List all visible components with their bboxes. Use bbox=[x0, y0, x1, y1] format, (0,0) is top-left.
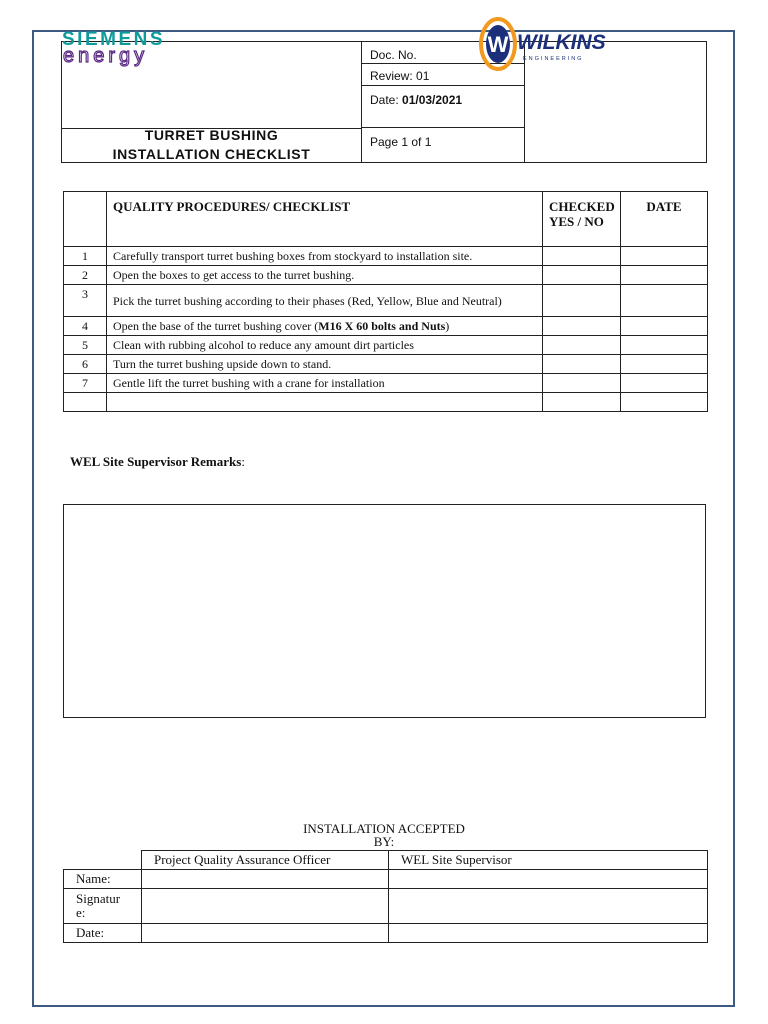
date-label: Date: bbox=[64, 924, 142, 943]
date-cell[interactable] bbox=[621, 285, 708, 317]
document-title bbox=[62, 129, 361, 164]
row-text: Carefully transport turret bushing boxes from stockyard to installation site. bbox=[107, 247, 543, 266]
acceptance-header-row bbox=[64, 851, 708, 870]
col-pqao: Project Quality Assurance Officer bbox=[142, 851, 389, 870]
checked-cell[interactable] bbox=[543, 317, 621, 336]
date-cell[interactable] bbox=[621, 266, 708, 285]
supervisor-date-field[interactable] bbox=[389, 924, 708, 943]
table-row bbox=[64, 355, 708, 374]
review: Review: 01 bbox=[362, 64, 524, 86]
date-cell[interactable] bbox=[621, 393, 708, 412]
acceptance-table bbox=[63, 850, 708, 943]
page-number: Page 1 of 1 bbox=[370, 135, 432, 149]
remarks-box[interactable] bbox=[63, 504, 706, 718]
siemens-energy-logo bbox=[62, 28, 237, 68]
siemens-logo-line1: SIEMENS bbox=[62, 29, 166, 50]
date-cell[interactable] bbox=[621, 247, 708, 266]
remarks-label: WEL Site Supervisor Remarks: bbox=[70, 454, 245, 469]
checked-cell[interactable] bbox=[543, 393, 621, 412]
date-cell[interactable] bbox=[621, 317, 708, 336]
table-row bbox=[64, 285, 708, 317]
signature-row bbox=[64, 889, 708, 924]
acceptance-heading: INSTALLATION ACCEPTED BY: bbox=[303, 821, 465, 849]
table-row bbox=[64, 266, 708, 285]
row-text: Gentle lift the turret bushing with a crane for installation bbox=[107, 374, 543, 393]
checked-cell[interactable] bbox=[543, 374, 621, 393]
row-text: Turn the turret bushing upside down to stand. bbox=[107, 355, 543, 374]
doc-date: Date: 01/03/2021 bbox=[362, 86, 524, 128]
title-line-1: TURRET BUSHING bbox=[144, 127, 279, 143]
row-number: 5 bbox=[64, 336, 107, 355]
table-row bbox=[64, 374, 708, 393]
row-number: 1 bbox=[64, 247, 107, 266]
checked-cell[interactable] bbox=[543, 336, 621, 355]
header-date: DATE bbox=[621, 192, 708, 247]
col-wel-supervisor: WEL Site Supervisor bbox=[389, 851, 708, 870]
pqao-name-field[interactable] bbox=[142, 870, 389, 889]
date-cell[interactable] bbox=[621, 374, 708, 393]
signature-label: Signatur e: bbox=[64, 889, 142, 924]
row-number: 4 bbox=[64, 317, 107, 336]
table-row bbox=[64, 247, 708, 266]
row-number: 7 bbox=[64, 374, 107, 393]
date-cell[interactable] bbox=[621, 336, 708, 355]
table-row bbox=[64, 317, 708, 336]
checked-cell[interactable] bbox=[543, 285, 621, 317]
row-number: 2 bbox=[64, 266, 107, 285]
wilkins-logo-tagline: ENGINEERING bbox=[523, 56, 584, 62]
date-cell[interactable] bbox=[621, 355, 708, 374]
header-num-cell bbox=[64, 192, 107, 247]
supervisor-signature-field[interactable] bbox=[389, 889, 708, 924]
row-text: Pick the turret bushing according to their phases (Red, Yellow, Blue and Neutral) bbox=[107, 285, 543, 317]
row-number: 6 bbox=[64, 355, 107, 374]
row-text: Clean with rubbing alcohol to reduce any amount dirt particles bbox=[107, 336, 543, 355]
header-procedures: QUALITY PROCEDURES/ CHECKLIST bbox=[107, 192, 543, 247]
checklist-table bbox=[63, 191, 708, 412]
siemens-logo-line2: energy bbox=[63, 45, 149, 67]
title-line-2: INSTALLATION CHECKLIST bbox=[112, 146, 311, 162]
wilkins-logo-name: WILKINS bbox=[517, 31, 606, 54]
row-number: 3 bbox=[64, 285, 107, 317]
pqao-date-field[interactable] bbox=[142, 924, 389, 943]
title-cell bbox=[62, 128, 361, 163]
row-text: Open the boxes to get access to the turret bushing. bbox=[107, 266, 543, 285]
table-row bbox=[64, 336, 708, 355]
name-label: Name: bbox=[64, 870, 142, 889]
table-row-empty bbox=[64, 393, 708, 412]
row-text: Open the base of the turret bushing cover (M16 X 60 bolts and Nuts) bbox=[107, 317, 543, 336]
name-row bbox=[64, 870, 708, 889]
checklist-header-row bbox=[64, 192, 708, 247]
checked-cell[interactable] bbox=[543, 247, 621, 266]
pqao-signature-field[interactable] bbox=[142, 889, 389, 924]
date-row bbox=[64, 924, 708, 943]
doc-no: Doc. No. bbox=[362, 42, 524, 64]
checked-cell[interactable] bbox=[543, 266, 621, 285]
wilkins-logo-mark: W bbox=[487, 32, 509, 57]
supervisor-name-field[interactable] bbox=[389, 870, 708, 889]
checked-cell[interactable] bbox=[543, 355, 621, 374]
wilkins-engineering-logo bbox=[478, 8, 628, 80]
header-checked: CHECKED YES / NO bbox=[543, 192, 621, 247]
